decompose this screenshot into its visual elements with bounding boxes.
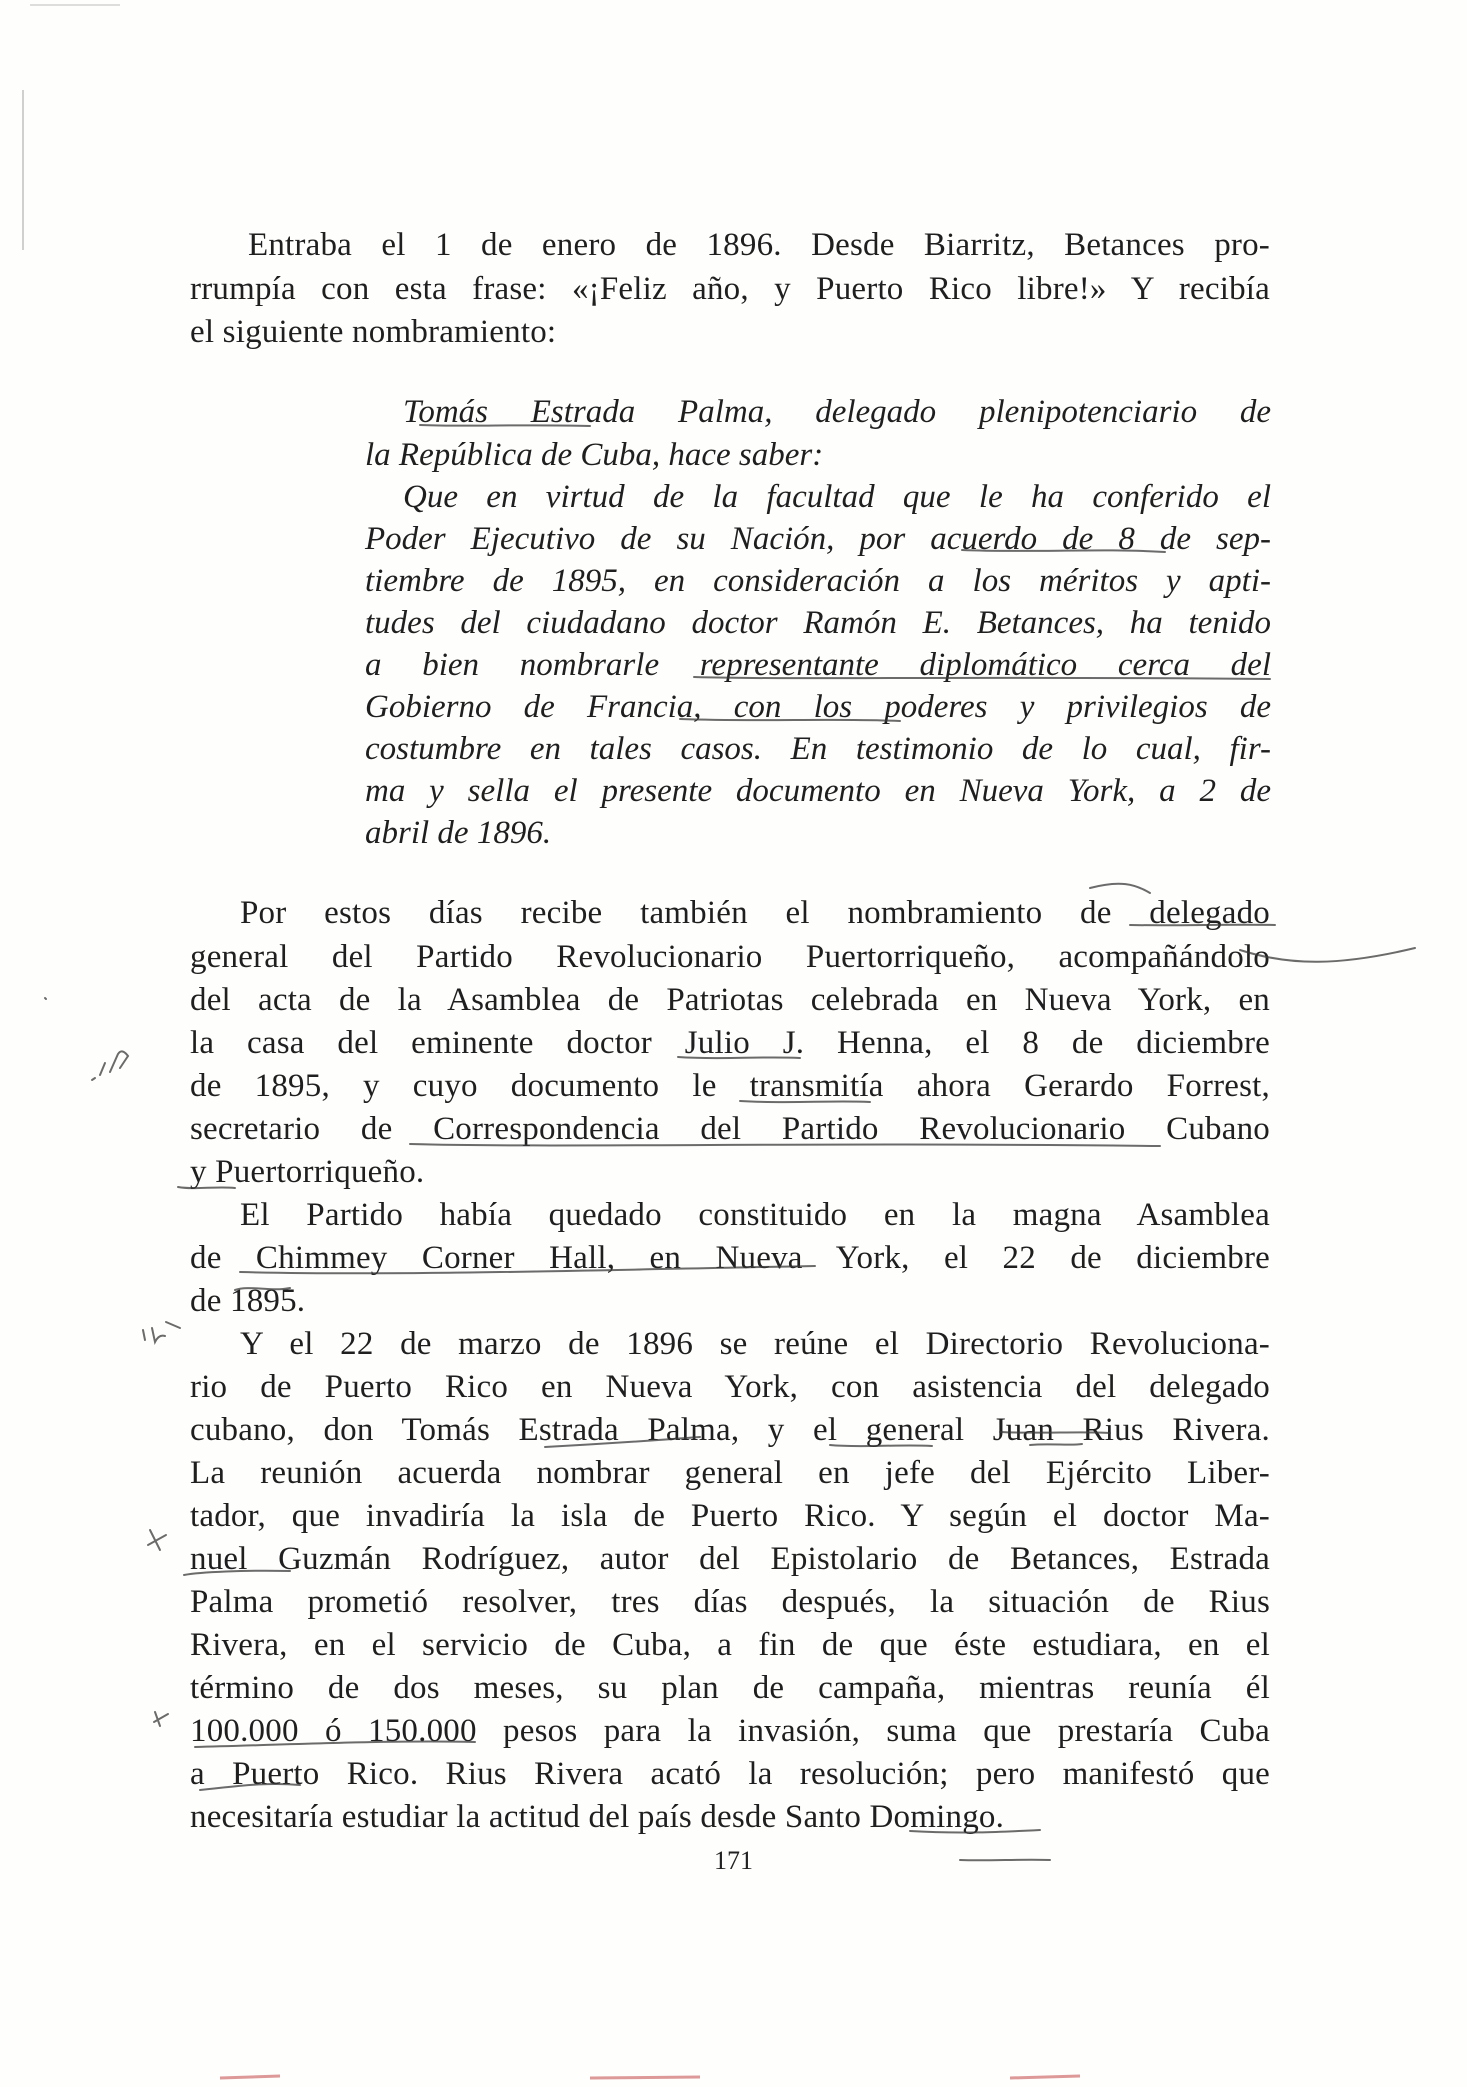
quote-line: Que en virtud de la facultad que le ha conferido el bbox=[403, 479, 1271, 515]
paragraph-line: de Chimmey Corner Hall, en Nueva York, el 22 de diciembre bbox=[190, 1240, 1270, 1276]
paragraph-line: término de dos meses, su plan de campaña, mientras reunía él bbox=[190, 1670, 1270, 1706]
page-number: 171 bbox=[714, 1846, 753, 1875]
quote-line: tiembre de 1895, en consideración a los méritos y apti- bbox=[365, 563, 1271, 599]
quote-line: ma y sella el presente documento en Nueva York, a 2 de bbox=[365, 773, 1271, 809]
paragraph-line: Y el 22 de marzo de 1896 se reúne el Directorio Revoluciona- bbox=[240, 1326, 1270, 1362]
paragraph-line: 100.000 ó 150.000 pesos para la invasión, suma que prestaría Cuba bbox=[190, 1713, 1270, 1749]
paragraph-line: rio de Puerto Rico en Nueva York, con asistencia del delegado bbox=[190, 1369, 1270, 1405]
paragraph-line: el siguiente nombramiento: bbox=[190, 314, 557, 350]
quote-line: la República de Cuba, hace saber: bbox=[365, 437, 824, 473]
paragraph-line: de 1895. bbox=[190, 1283, 306, 1319]
paragraph-line: secretario de Correspondencia del Partido Revolucionario Cubano bbox=[190, 1111, 1270, 1147]
paragraph-line: la casa del eminente doctor Julio J. Henna, el 8 de diciembre bbox=[190, 1025, 1270, 1061]
paragraph-line: El Partido había quedado constituido en la magna Asamblea bbox=[240, 1197, 1270, 1233]
quote-line: costumbre en tales casos. En testimonio de lo cual, fir- bbox=[365, 731, 1271, 767]
paragraph-line: Entraba el 1 de enero de 1896. Desde Biarritz, Betances pro- bbox=[248, 227, 1270, 263]
paragraph-line: general del Partido Revolucionario Puertorriqueño, acompañándolo bbox=[190, 939, 1270, 975]
paragraph-line: Rivera, en el servicio de Cuba, a fin de que éste estudiara, en el bbox=[190, 1627, 1270, 1663]
left-edge-mark bbox=[22, 90, 24, 250]
paragraph-line: La reunión acuerda nombrar general en jefe del Ejército Liber- bbox=[190, 1455, 1270, 1491]
paragraph-line: a Puerto Rico. Rius Rivera acató la resolución; pero manifestó que bbox=[190, 1756, 1270, 1792]
paragraph-line: nuel Guzmán Rodríguez, autor del Epistolario de Betances, Estrada bbox=[190, 1541, 1270, 1577]
paragraph-line: de 1895, y cuyo documento le transmitía ahora Gerardo Forrest, bbox=[190, 1068, 1270, 1104]
paragraph-line: rrumpía con esta frase: «¡Feliz año, y Puerto Rico libre!» Y recibía bbox=[190, 271, 1270, 307]
quote-line: Poder Ejecutivo de su Nación, por acuerdo de 8 de sep- bbox=[365, 521, 1271, 557]
quote-line: abril de 1896. bbox=[365, 815, 552, 851]
paragraph-line: Palma prometió resolver, tres días después, la situación de Rius bbox=[190, 1584, 1270, 1620]
quote-line: tudes del ciudadano doctor Ramón E. Betances, ha tenido bbox=[365, 605, 1271, 641]
quote-line: Gobierno de Francia, con los poderes y privilegios de bbox=[365, 689, 1271, 725]
top-edge-mark bbox=[30, 4, 120, 6]
paragraph-line: cubano, don Tomás Estrada Palma, y el general Juan Rius Rivera. bbox=[190, 1412, 1270, 1448]
quote-line: Tomás Estrada Palma, delegado plenipotenciario de bbox=[403, 394, 1271, 430]
quote-line: a bien nombrarle representante diplomático cerca del bbox=[365, 647, 1271, 683]
paragraph-line: y Puertorriqueño. bbox=[190, 1154, 425, 1190]
paragraph-line: tador, que invadiría la isla de Puerto Rico. Y según el doctor Ma- bbox=[190, 1498, 1270, 1534]
paragraph-line: Por estos días recibe también el nombramiento de delegado bbox=[240, 895, 1270, 931]
paragraph-line: del acta de la Asamblea de Patriotas celebrada en Nueva York, en bbox=[190, 982, 1270, 1018]
paragraph-line: necesitaría estudiar la actitud del país desde Santo Domingo. bbox=[190, 1799, 1005, 1835]
